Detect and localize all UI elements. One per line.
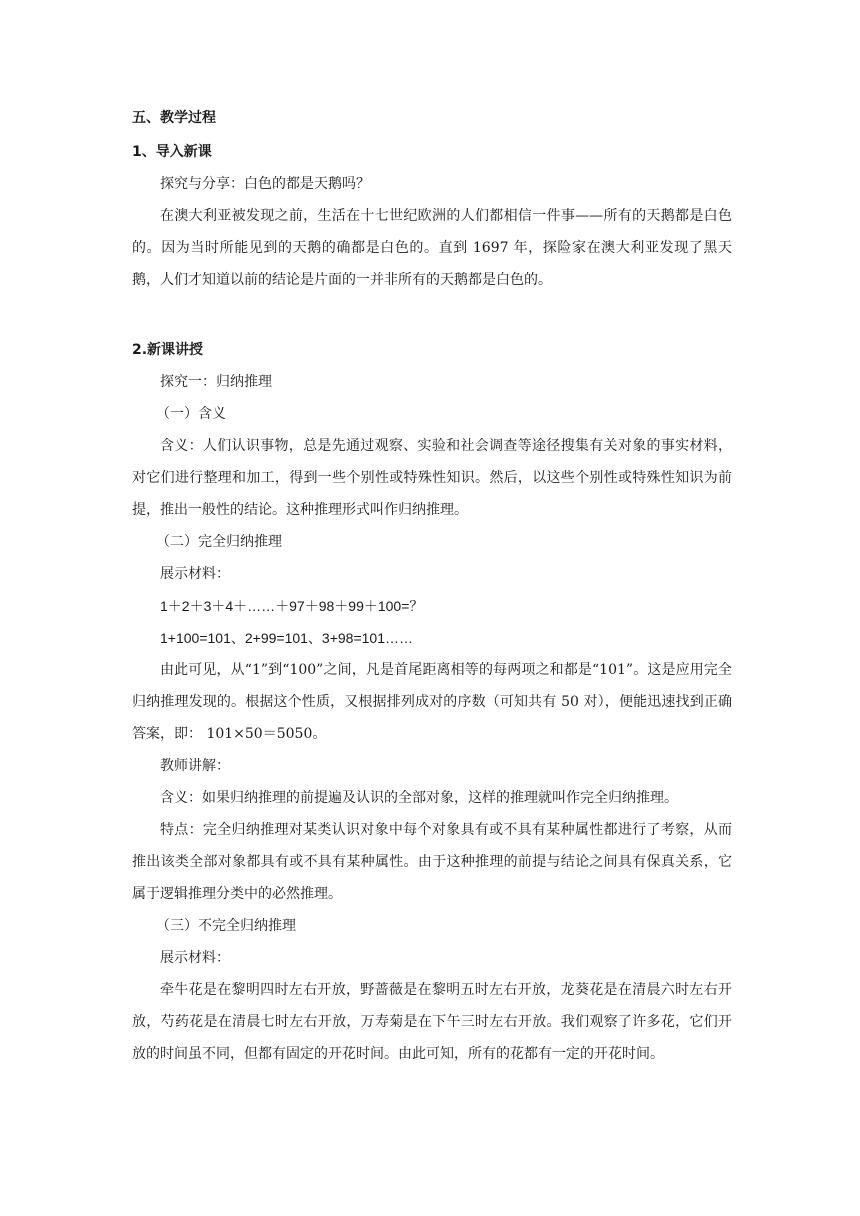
lesson-heading: 2.新课讲授 bbox=[132, 342, 204, 358]
meaning-heading: （一）含义 bbox=[156, 406, 226, 422]
incomplete-induction-heading: （三）不完全归纳推理 bbox=[156, 918, 296, 934]
meaning-paragraph: 含义：人们认识事物，总是先通过观察、实验和社会调查等途径搜集有关对象的事实材料，对它们进行整理和加工，得到一些个别性或特殊性知识。然后，以这些个别性或特殊性知识为前提，推出一般性的结论。这种推理形式叫作归纳推理。 bbox=[132, 438, 732, 518]
document-body bbox=[132, 108, 732, 1070]
complete-definition-paragraph: 含义：如果归纳推理的前提遍及认识的全部对象，这样的推理就叫作完全归纳推理。 bbox=[160, 790, 678, 806]
formula-sum: 1＋2＋3＋4＋……＋97＋98＋99＋100=？ bbox=[160, 598, 424, 614]
complete-analysis-paragraph: 由此可见，从“1”到“100”之间，凡是首尾距离相等的每两项之和都是“101”。这是应用完全归纳推理发现的。根据这个性质，又根据排列成对的序数（可知共有 50 对），便能迅速找到正确答案，即： 101×50＝5050。 bbox=[132, 662, 732, 742]
incomplete-material-label: 展示材料： bbox=[160, 950, 230, 966]
intro-prompt: 探究与分享：白色的都是天鹅吗？ bbox=[160, 176, 370, 192]
intro-story: 在澳大利亚被发现之前，生活在十七世纪欧洲的人们都相信一件事——所有的天鹅都是白色的。因为当时所能见到的天鹅的确都是白色的。直到 1697 年，探险家在澳大利亚发现了黑天鹅，人们才知道以前的结论是片面的一并非所有的天鹅都是白色的。 bbox=[132, 208, 732, 288]
section-title: 五、教学过程 bbox=[132, 110, 216, 126]
formula-pairs: 1+100=101、2+99=101、3+98=101…… bbox=[160, 630, 413, 646]
complete-material-label: 展示材料： bbox=[160, 566, 230, 582]
teacher-explanation-label: 教师讲解： bbox=[160, 758, 230, 774]
incomplete-material-paragraph: 牵牛花是在黎明四时左右开放，野蔷薇是在黎明五时左右开放，龙葵花是在清晨六时左右开放，芍药花是在清晨七时左右开放，万寿菊是在下午三时左右开放。我们观察了许多花，它们开放的时间虽不同，但都有固定的开花时间。由此可知，所有的花都有一定的开花时间。 bbox=[132, 982, 732, 1062]
complete-induction-heading: （二）完全归纳推理 bbox=[156, 534, 282, 550]
complete-feature-paragraph: 特点：完全归纳推理对某类认识对象中每个对象具有或不具有某种属性都进行了考察，从而推出该类全部对象都具有或不具有某种属性。由于这种推理的前提与结论之间具有保真关系，它属于逻辑推理分类中的必然推理。 bbox=[132, 822, 732, 902]
inquiry-title: 探究一：归纳推理 bbox=[160, 374, 272, 390]
intro-heading: 1、导入新课 bbox=[132, 144, 212, 160]
